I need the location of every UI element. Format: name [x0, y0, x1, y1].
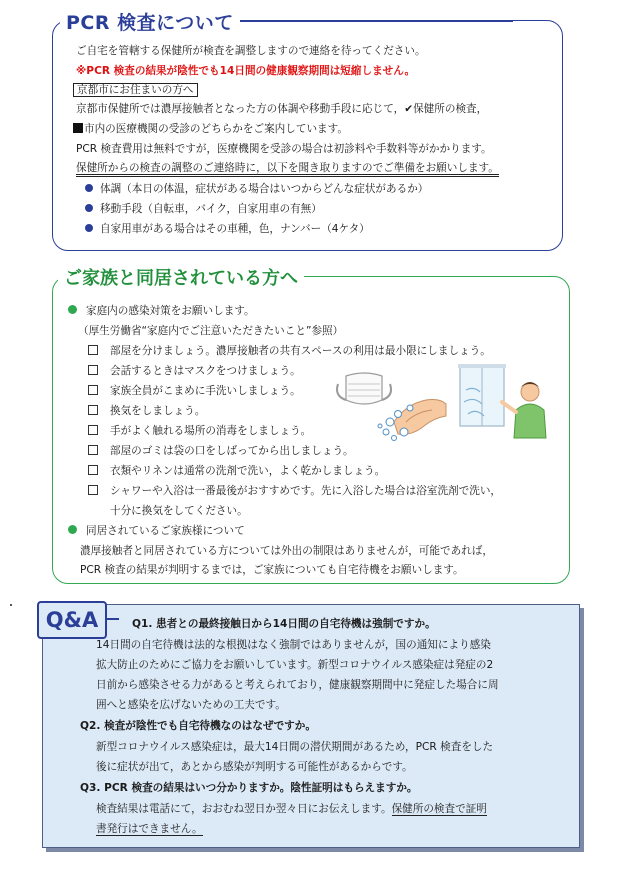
checklist-item — [88, 364, 301, 378]
bullet-icon — [85, 184, 93, 192]
checkbox-icon — [88, 345, 98, 355]
qa-answer-1-line: 囲へと感染を広げないための工夫です。 — [96, 699, 286, 711]
checklist-item — [88, 404, 205, 418]
bullet-icon — [85, 204, 93, 212]
ventilation-illustration — [458, 362, 550, 440]
checklist-item — [88, 424, 311, 438]
stray-mark — [10, 604, 12, 606]
family-item-1-text: 家庭内の感染対策をお願いします。 — [86, 305, 255, 317]
kyoto-heading-label: 京都市にお住まいの方へ — [73, 83, 198, 97]
checkbox-icon — [88, 425, 98, 435]
family-item-1-note: （厚生労働省“家庭内でご注意いただきたいこと”参照） — [78, 325, 344, 337]
checklist-text: シャワーや入浴は一番最後がおすすめです。先に入浴した場合は浴室洗剤で洗い， — [110, 485, 502, 497]
checklist-text: 会話するときはマスクをつけましょう。 — [110, 365, 301, 377]
family-title-rule — [304, 276, 530, 277]
pcr-cost-text: PCR 検査費用は無料ですが，医療機関を受診の場合は初診料や手数料等がかかります。 — [76, 143, 492, 155]
kyoto-line-1: 京都市保健所では濃厚接触者となった方の体調や移動手段に応じて，✔保健所の検査， — [76, 103, 488, 115]
qa-answer-2-line: 後に症状が出て，あとから感染が判明する可能性があるからです。 — [96, 761, 413, 773]
qa-answer-3-underlined: 保健所の検査で証明 — [391, 803, 487, 815]
checklist-item — [88, 464, 385, 478]
qa-answer-3-line-1 — [96, 802, 487, 816]
family-item-2-text: 同居されているご家族様について — [86, 525, 245, 537]
checklist-text: 衣類やリネンは通常の洗剤で洗い，よく乾かしましょう。 — [110, 465, 386, 477]
pcr-prepare-row — [76, 161, 499, 175]
list-item — [85, 222, 370, 236]
checkbox-icon — [88, 465, 98, 475]
qa-answer-3-plain: 検査結果は電話にて，おおむね翌日か翌々日にお伝えします。 — [96, 803, 392, 815]
list-item — [85, 202, 322, 216]
checklist-text: 部屋を分けましょう。濃厚接触者の共有スペースの利用は最小限にしましょう。 — [110, 345, 491, 357]
bullet-text: 自家用車がある場合はその車種，色，ナンバー（4ケタ） — [100, 223, 370, 235]
qa-question-3: Q3. PCR 検査の結果はいつ分かりますか。陰性証明はもらえますか。 — [80, 782, 418, 794]
checkbox-icon — [88, 445, 98, 455]
qa-answer-1-line: 日前から感染させる力があると考えられており，健康観察期間中に発症した場合に周 — [96, 679, 499, 691]
handwashing-illustration — [376, 392, 448, 442]
pcr-warning-text: ※PCR 検査の結果が陰性でも14日間の健康観察期間は短縮しません。 — [76, 65, 416, 77]
pcr-prepare-text: 保健所からの検査の調整のご連絡時に，以下を聞き取りますのでご準備をお願いします。 — [76, 162, 499, 177]
qa-answer-3-underlined-2: 書発行はできません。 — [96, 823, 203, 835]
family-item-2-line-2: PCR 検査の結果が判明するまでは，ご家族についても自宅待機をお願いします。 — [80, 564, 464, 576]
bullet-icon — [68, 525, 77, 534]
family-item-1 — [68, 304, 255, 318]
pcr-title-rule — [213, 21, 513, 22]
checklist-item — [88, 444, 354, 458]
checkbox-icon — [88, 485, 98, 495]
family-item-2-line-1: 濃厚接触者と同居されている方については外出の制限はありませんが，可能であれば， — [80, 545, 493, 557]
checklist-item — [88, 384, 301, 398]
qa-answer-1-line: 拡大防止のためにご協力をお願いしています。新型コロナウイルス感染症は発症の2 — [96, 659, 494, 671]
bullet-text: 体調（本日の体温，症状がある場合はいつからどんな症状があるか） — [100, 183, 429, 195]
checkbox-filled-icon — [73, 123, 83, 133]
qa-label: Q&A — [37, 601, 107, 639]
family-title: ご家族と同居されている方へ — [58, 264, 304, 290]
qa-label-tail — [105, 618, 119, 620]
qa-answer-1-line: 14日間の自宅待機は法的な根拠はなく強制ではありませんが，国の通知により感染 — [96, 639, 491, 651]
checklist-item — [88, 344, 491, 358]
checklist-text: 部屋のゴミは袋の口をしばってから出しましょう。 — [110, 445, 354, 457]
qa-answer-3-line-2 — [96, 822, 203, 836]
bullet-text: 移動手段（自転車，バイク，自家用車の有無） — [100, 203, 322, 215]
checklist-item — [88, 484, 501, 498]
bullet-icon — [85, 224, 93, 232]
kyoto-line-2: 市内の医療機関の受診のどちらかをご案内しています。 — [84, 123, 348, 135]
checklist-text: 手がよく触れる場所の消毒をしましょう。 — [110, 425, 312, 437]
list-item — [85, 182, 428, 196]
pcr-waiting-text: ご自宅を管轄する保健所が検査を調整しますので連絡を待ってください。 — [76, 45, 426, 57]
checkbox-icon — [88, 365, 98, 375]
kyoto-heading — [73, 83, 198, 97]
checklist-continuation: 十分に換気をしてください。 — [110, 505, 248, 517]
checkbox-icon — [88, 405, 98, 415]
kyoto-line-2-row — [73, 122, 348, 136]
checklist-text: 換気をしましょう。 — [110, 405, 206, 417]
bullet-icon — [68, 305, 77, 314]
checklist-text: 家族全員がこまめに手洗いしましょう。 — [110, 385, 301, 397]
qa-question-2: Q2. 検査が陰性でも自宅待機なのはなぜですか。 — [80, 720, 316, 732]
qa-answer-2-line: 新型コロナウイルス感染症は，最大14日間の潜伏期間があるため，PCR 検査をした — [96, 741, 494, 753]
pcr-title: PCR 検査について — [60, 8, 240, 35]
checkbox-icon — [88, 385, 98, 395]
qa-question-1: Q1. 患者との最終接触日から14日間の自宅待機は強制ですか。 — [132, 618, 436, 630]
family-item-2 — [68, 524, 245, 538]
